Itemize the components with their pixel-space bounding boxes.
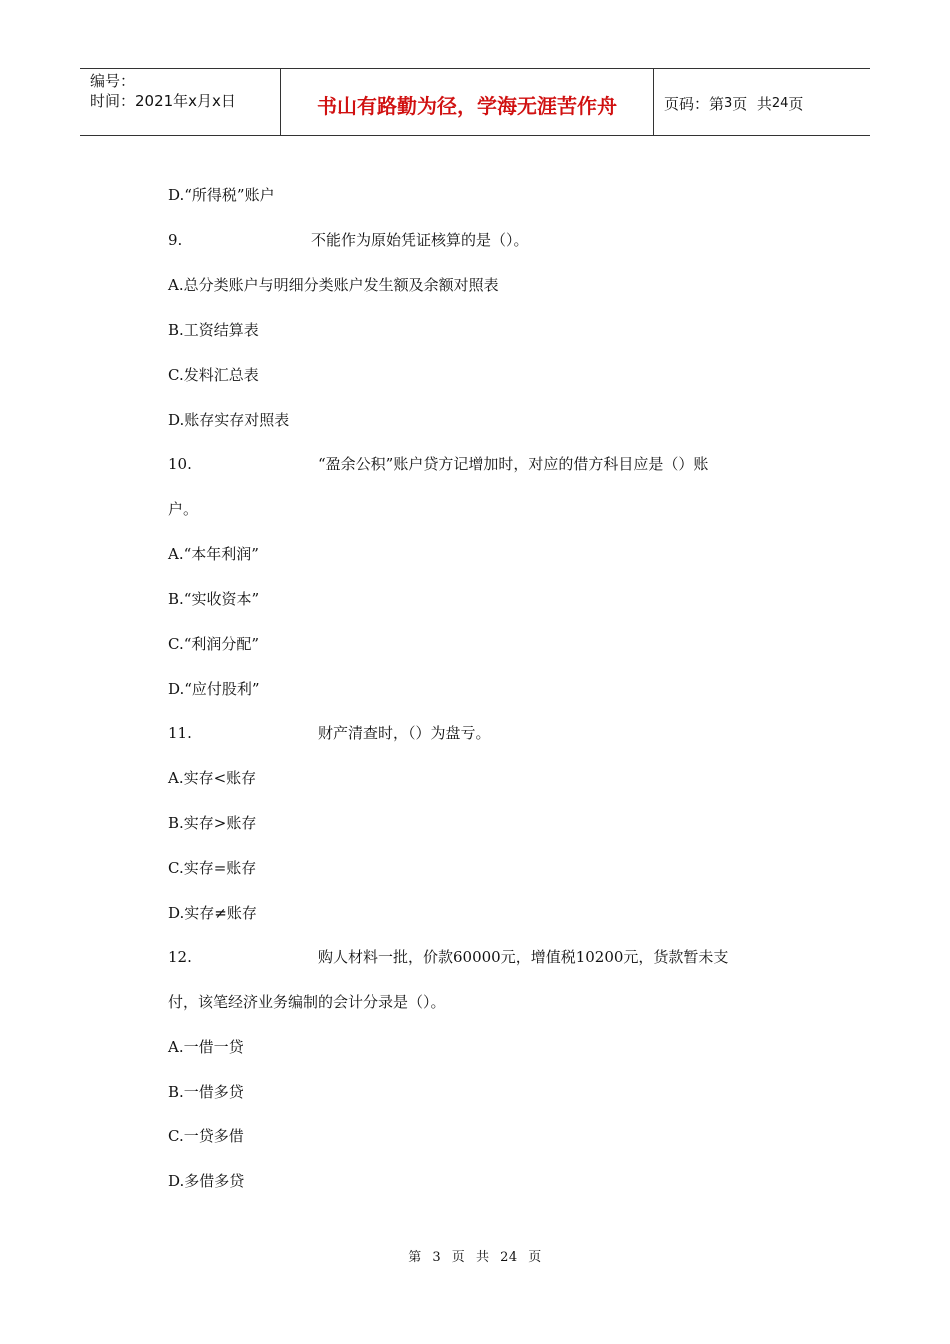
page-label-prefix: 页码：第 (664, 94, 725, 113)
question-text: 不能作为原始凭证核算的是（）。 (311, 231, 529, 249)
question-number: 10. (168, 455, 192, 473)
question-text: 财产清查时，（）为盘亏。 (318, 724, 491, 742)
option-q10-d: D.“应付股利” (168, 680, 260, 698)
option-q10-a: A.“本年利润” (168, 545, 259, 563)
option-q9-c: C.发料汇总表 (168, 366, 259, 384)
header-meta (80, 69, 281, 135)
option-q11-b: B.实存>账存 (168, 814, 257, 832)
question-text: 购人材料一批，价款60000元，增值税10200元，货款暂未支 (318, 948, 729, 966)
footer-total-pages: 24 (500, 1250, 518, 1265)
option-q12-d: D.多借多贷 (168, 1172, 245, 1190)
question-12-continued: 付，该笔经济业务编制的会计分录是（）。 (168, 993, 446, 1011)
question-number: 11. (168, 724, 192, 742)
option-q12-c: C.一贷多借 (168, 1127, 244, 1145)
option-q10-c: C.“利润分配” (168, 635, 260, 653)
page-header (80, 68, 870, 136)
footer-suffix: 页 (528, 1250, 542, 1265)
question-10 (168, 453, 709, 475)
header-motto: 书山有路勤为径，学海无涯苦作舟 (281, 69, 654, 135)
question-10-continued: 户。 (168, 500, 199, 518)
option-q9-d: D.账存实存对照表 (168, 411, 290, 429)
question-text: “盈余公积”账户贷方记增加时，对应的借方科目应是（）账 (318, 455, 709, 473)
option-q11-a: A.实存<账存 (168, 769, 257, 787)
option-q9-b: B.工资结算表 (168, 321, 259, 339)
page-total: 24 (771, 95, 789, 111)
question-number: 12. (168, 948, 192, 966)
header-page-info (654, 69, 870, 135)
question-11 (168, 722, 491, 744)
question-9 (168, 229, 529, 251)
footer-total-word: 共 (475, 1250, 490, 1265)
footer-current-page: 3 (432, 1250, 442, 1265)
question-12 (168, 946, 729, 968)
page-label-end: 页 (788, 94, 804, 113)
document-number-label: 编号： (90, 72, 136, 90)
option-q10-b: B.“实收资本” (168, 590, 260, 608)
option-q11-c: C.实存=账存 (168, 859, 257, 877)
option-q9-a: A.总分类账户与明细分类账户发生额及余额对照表 (168, 276, 499, 294)
footer-page-word: 页 (451, 1250, 466, 1265)
page-current: 3 (724, 95, 733, 111)
footer-prefix: 第 (408, 1250, 422, 1265)
option-q12-a: A.一借一贷 (168, 1038, 244, 1056)
document-time-label: 时间：2021年x月x日 (90, 92, 236, 110)
question-number: 9. (168, 231, 183, 249)
page-label-mid: 页 共 (732, 94, 772, 113)
option-q12-b: B.一借多贷 (168, 1083, 244, 1101)
option-q8-d: D.“所得税”账户 (168, 186, 275, 204)
page-footer (0, 1246, 950, 1265)
option-q11-d: D.实存≠账存 (168, 904, 257, 922)
